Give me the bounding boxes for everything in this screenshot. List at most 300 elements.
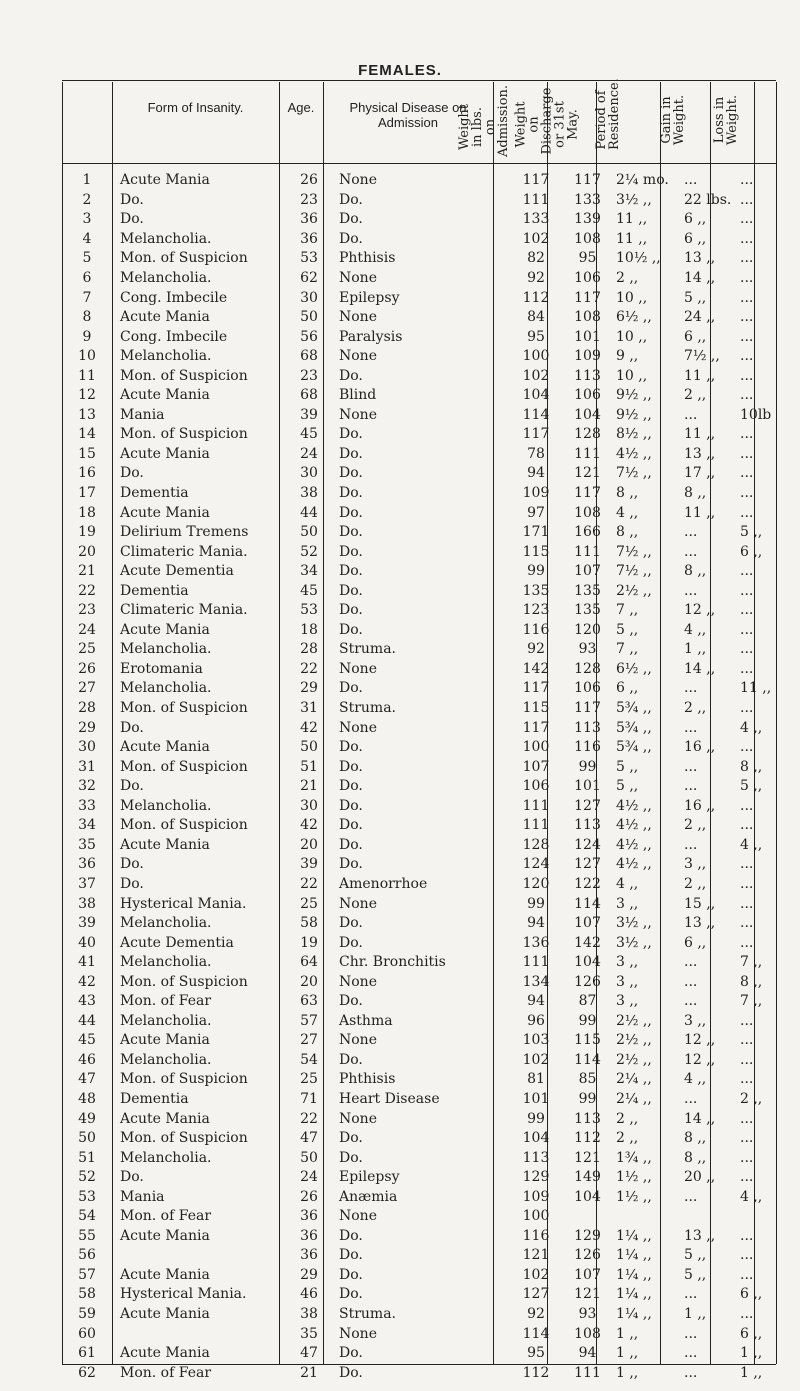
cell-per: 2¼ ,, [616, 1090, 652, 1107]
cell-loss: 7 ,, [740, 993, 763, 1010]
cell-gain: 14 ,, [684, 1110, 716, 1127]
cell-gain: ... [684, 172, 698, 189]
cell-loss: ... [740, 485, 754, 502]
cell-loss: ... [740, 1130, 754, 1147]
cell-loss: ... [740, 250, 754, 267]
cell-dis: None [339, 973, 377, 990]
cell-dis: None [339, 270, 377, 286]
cell-gain: ... [684, 1090, 698, 1107]
cell-age: 26 [300, 172, 318, 189]
cell-n: 17 [78, 485, 96, 502]
cell-n: 15 [78, 445, 96, 462]
table-row [62, 621, 784, 641]
table-row [62, 1148, 784, 1168]
cell-wa: 117 [522, 172, 550, 189]
cell-form: Melancholia. [120, 797, 212, 814]
cell-dis: None [339, 1208, 377, 1225]
cell-wd: 111 [574, 445, 601, 462]
cell-wd: 85 [578, 1071, 597, 1088]
cell-age: 39 [300, 406, 318, 423]
cell-wa: 124 [522, 856, 550, 873]
cell-loss: ... [740, 367, 754, 384]
cell-per: 2½ ,, [616, 1012, 652, 1029]
cell-form: Do. [120, 778, 144, 795]
cell-form: Mon. of Suspicion [120, 700, 248, 717]
cell-per: 10 ,, [616, 328, 648, 345]
cell-per: 5¾ ,, [616, 719, 652, 736]
cell-form: Hysterical Mania. [120, 895, 247, 912]
cell-wa: 102 [522, 230, 550, 247]
cell-loss: ... [740, 1051, 754, 1068]
cell-wd: 104 [574, 1188, 601, 1205]
cell-wd: 133 [574, 191, 601, 208]
cell-dis: Do. [339, 915, 363, 932]
cell-wd: 127 [574, 856, 601, 873]
cell-wd: 111 [574, 543, 601, 560]
cell-age: 27 [300, 1032, 318, 1049]
cell-wa: 100 [522, 348, 550, 365]
cell-wa: 116 [522, 1227, 550, 1244]
cell-dis: Chr. Bronchitis [339, 954, 446, 971]
cell-gain: 12 ,, [684, 1032, 716, 1049]
cell-form: Mon. of Suspicion [120, 1130, 248, 1147]
cell-gain: 1 ,, [684, 1305, 707, 1322]
cell-per: 5 ,, [616, 621, 639, 638]
cell-form: Mon. of Suspicion [120, 250, 248, 267]
cell-dis: Do. [339, 1051, 363, 1068]
cell-form: Acute Mania [120, 739, 210, 756]
cell-loss: 10lb [740, 406, 772, 423]
cell-dis: Asthma [339, 1012, 393, 1029]
cell-per: 3½ ,, [616, 934, 652, 951]
cell-wd: 114 [574, 1051, 601, 1068]
header-loss: Loss in Weight. [712, 94, 740, 146]
cell-age: 19 [300, 934, 318, 951]
cell-wa: 129 [522, 1169, 550, 1186]
cell-wd: 93 [578, 1305, 597, 1322]
cell-n: 39 [78, 915, 96, 932]
table-row [62, 1129, 784, 1149]
cell-dis: Do. [339, 230, 363, 247]
cell-loss: ... [740, 660, 754, 677]
cell-per: 9½ ,, [616, 406, 652, 423]
cell-wd: 149 [574, 1169, 601, 1186]
cell-wd: 106 [574, 387, 601, 404]
cell-gain: 12 ,, [684, 1051, 716, 1068]
cell-per: 3½ ,, [616, 915, 652, 932]
cell-wa: 94 [527, 993, 545, 1010]
cell-age: 46 [300, 1286, 318, 1303]
cell-n: 36 [78, 856, 96, 873]
cell-age: 54 [300, 1051, 318, 1068]
cell-n: 30 [78, 739, 96, 756]
table-row [62, 581, 784, 601]
cell-loss: ... [740, 426, 754, 443]
cell-wd: 135 [574, 602, 601, 619]
cell-wa: 116 [522, 621, 550, 638]
cell-wd: 95 [578, 250, 597, 267]
cell-age: 35 [300, 1325, 318, 1342]
table-row [62, 855, 784, 875]
cell-gain: 6 ,, [684, 211, 707, 228]
cell-age: 47 [300, 1130, 318, 1147]
cell-gain: 8 ,, [684, 1149, 707, 1166]
table-row [62, 1187, 784, 1207]
cell-per: 3½ ,, [616, 191, 652, 208]
cell-age: 57 [300, 1012, 318, 1029]
cell-form: Do. [120, 465, 144, 482]
cell-n: 45 [78, 1032, 96, 1049]
header-weight-discharge: Weight on Discharge or 31st May. [513, 87, 581, 155]
cell-wa: 117 [522, 680, 550, 697]
cell-per: 1 ,, [616, 1345, 639, 1362]
cell-wa: 81 [527, 1071, 545, 1088]
cell-per: 4½ ,, [616, 836, 652, 853]
cell-age: 24 [300, 1169, 318, 1186]
cell-form: Mon. of Fear [120, 1208, 212, 1225]
cell-wd: 126 [574, 973, 601, 990]
cell-form: Acute Mania [120, 504, 210, 521]
cell-wd: 139 [574, 211, 601, 228]
cell-n: 12 [78, 387, 96, 404]
cell-wa: 101 [522, 1090, 550, 1107]
cell-per: 2 ,, [616, 270, 639, 286]
table-row [62, 210, 784, 230]
cell-form: Do. [120, 211, 144, 228]
cell-form: Acute Mania [120, 621, 210, 638]
cell-dis: Do. [339, 485, 363, 502]
cell-per: 2½ ,, [616, 1051, 652, 1068]
cell-n: 49 [78, 1110, 96, 1127]
header-age: Age. [287, 100, 315, 115]
cell-per: 7½ ,, [616, 465, 652, 482]
cell-dis: Epilepsy [339, 1169, 400, 1186]
cell-age: 20 [300, 836, 318, 853]
cell-form: Erotomania [120, 660, 203, 677]
cell-wd: 121 [574, 1149, 601, 1166]
cell-wd: 124 [574, 836, 601, 853]
cell-n: 37 [78, 875, 96, 892]
cell-dis: None [339, 406, 377, 423]
cell-form: Do. [120, 856, 144, 873]
cell-wd: 112 [574, 1130, 601, 1147]
cell-per: 1½ ,, [616, 1188, 652, 1205]
cell-loss: ... [740, 700, 754, 717]
cell-n: 35 [78, 836, 96, 853]
cell-age: 22 [300, 1110, 318, 1127]
table-row [62, 406, 784, 426]
cell-per: 5 ,, [616, 778, 639, 795]
cell-wd: 117 [574, 485, 601, 502]
cell-age: 63 [300, 993, 318, 1010]
cell-n: 53 [78, 1188, 96, 1205]
cell-wa: 84 [527, 309, 545, 326]
cell-wa: 111 [522, 191, 550, 208]
cell-gain: 1 ,, [684, 641, 707, 658]
cell-wa: 92 [527, 270, 545, 286]
table-row [62, 875, 784, 895]
cell-wa: 107 [522, 758, 550, 775]
table-row [62, 542, 784, 562]
cell-form: Cong. Imbecile [120, 289, 228, 306]
table-row [62, 601, 784, 621]
cell-n: 32 [78, 778, 96, 795]
table-row [62, 1070, 784, 1090]
cell-age: 56 [300, 328, 318, 345]
cell-loss: ... [740, 1012, 754, 1029]
table-row [62, 308, 784, 328]
cell-n: 25 [78, 641, 96, 658]
cell-form: Mon. of Suspicion [120, 426, 248, 443]
cell-dis: Do. [339, 1130, 363, 1147]
cell-gain: 11 ,, [684, 504, 716, 521]
cell-wa: 133 [522, 211, 550, 228]
cell-wa: 94 [527, 465, 545, 482]
cell-gain: 14 ,, [684, 270, 716, 286]
cell-age: 53 [300, 602, 318, 619]
cell-gain: ... [684, 1364, 698, 1381]
cell-age: 24 [300, 445, 318, 462]
cell-age: 29 [300, 680, 318, 697]
cell-n: 31 [78, 758, 96, 775]
cell-form: Acute Mania [120, 1032, 210, 1049]
cell-form: Mania [120, 1188, 165, 1205]
cell-wa: 92 [527, 641, 545, 658]
cell-gain: 13 ,, [684, 445, 716, 462]
cell-form: Melancholia. [120, 1051, 212, 1068]
cell-age: 42 [300, 817, 318, 834]
cell-dis: Do. [339, 582, 363, 599]
cell-wa: 111 [522, 954, 550, 971]
cell-wd: 111 [574, 1364, 601, 1381]
table-row [62, 1285, 784, 1305]
cell-wd: 115 [574, 1032, 601, 1049]
cell-gain: 2 ,, [684, 700, 707, 717]
cell-loss: ... [740, 1169, 754, 1186]
cell-age: 36 [300, 1227, 318, 1244]
cell-loss: 4 ,, [740, 836, 763, 853]
table-row [62, 972, 784, 992]
cell-wd: 108 [574, 504, 601, 521]
cell-n: 27 [78, 680, 96, 697]
cell-wd: 122 [574, 875, 601, 892]
cell-loss: 1 ,, [740, 1345, 763, 1362]
cell-gain: ... [684, 406, 698, 423]
table-row [62, 1207, 784, 1227]
cell-form: Melancholia. [120, 348, 212, 365]
cell-age: 22 [300, 660, 318, 677]
cell-form: Acute Mania [120, 172, 210, 189]
cell-loss: 5 ,, [740, 778, 763, 795]
cell-per: 10 ,, [616, 289, 648, 306]
cell-wd: 99 [578, 1090, 597, 1107]
table-row [62, 660, 784, 680]
cell-dis: Epilepsy [339, 289, 400, 306]
table-row [62, 1324, 784, 1344]
cell-dis: Do. [339, 211, 363, 228]
cell-dis: Do. [339, 563, 363, 580]
cell-age: 21 [300, 1364, 318, 1381]
cell-loss: ... [740, 1149, 754, 1166]
cell-gain: 6 ,, [684, 230, 707, 247]
cell-dis: Do. [339, 817, 363, 834]
cell-dis: Anæmia [339, 1188, 398, 1205]
cell-loss: ... [740, 875, 754, 892]
cell-n: 16 [78, 465, 96, 482]
cell-n: 41 [78, 954, 96, 971]
cell-wa: 114 [522, 1325, 550, 1342]
table-row [62, 914, 784, 934]
cell-wa: 100 [522, 1208, 550, 1225]
cell-per: 10 ,, [616, 367, 648, 384]
cell-age: 68 [300, 387, 318, 404]
cell-n: 10 [78, 348, 96, 365]
cell-age: 30 [300, 465, 318, 482]
cell-gain: 13 ,, [684, 1227, 716, 1244]
cell-loss: ... [740, 211, 754, 228]
cell-n: 55 [78, 1227, 96, 1244]
cell-wa: 120 [522, 875, 550, 892]
cell-wd: 117 [574, 289, 601, 306]
cell-gain: ... [684, 1325, 698, 1342]
cell-form: Melancholia. [120, 1012, 212, 1029]
cell-n: 23 [78, 602, 96, 619]
cell-per: 10½ ,, [616, 250, 661, 267]
cell-form: Climateric Mania. [120, 543, 248, 560]
cell-per: 5¾ ,, [616, 700, 652, 717]
cell-loss: ... [740, 1305, 754, 1322]
cell-loss: 2 ,, [740, 1090, 763, 1107]
cell-wd: 99 [578, 1012, 597, 1029]
cell-form: Melancholia. [120, 680, 212, 697]
cell-wd: 120 [574, 621, 601, 638]
cell-dis: Phthisis [339, 250, 396, 267]
cell-dis: None [339, 895, 377, 912]
table-row [62, 679, 784, 699]
cell-wd: 108 [574, 230, 601, 247]
table-row [62, 347, 784, 367]
cell-form: Cong. Imbecile [120, 328, 228, 345]
cell-form: Acute Mania [120, 836, 210, 853]
cell-n: 3 [82, 211, 92, 228]
cell-per: 11 ,, [616, 230, 648, 247]
cell-dis: Struma. [339, 700, 396, 717]
cell-n: 22 [78, 582, 96, 599]
cell-wd: 109 [574, 348, 601, 365]
cell-dis: None [339, 348, 377, 365]
cell-age: 30 [300, 289, 318, 306]
cell-n: 5 [82, 250, 92, 267]
cell-wa: 82 [527, 250, 545, 267]
cell-loss: 4 ,, [740, 1188, 763, 1205]
cell-form: Climateric Mania. [120, 602, 248, 619]
cell-loss: ... [740, 387, 754, 404]
table-row [62, 1051, 784, 1071]
cell-gain: 3 ,, [684, 856, 707, 873]
cell-loss: ... [740, 797, 754, 814]
cell-age: 36 [300, 211, 318, 228]
table-row [62, 464, 784, 484]
cell-loss: ... [740, 621, 754, 638]
cell-age: 38 [300, 485, 318, 502]
cell-wa: 171 [522, 524, 550, 541]
cell-gain: ... [684, 1286, 698, 1303]
cell-loss: ... [740, 1227, 754, 1244]
cell-loss [734, 1207, 784, 1227]
cell-gain: 24 ,, [684, 309, 716, 326]
table-row [62, 191, 784, 211]
cell-form: Melancholia. [120, 270, 212, 286]
table-row [62, 445, 784, 465]
cell-n: 8 [82, 309, 92, 326]
cell-form: Do. [120, 191, 144, 208]
cell-loss: ... [740, 309, 754, 326]
cell-wd: 107 [574, 563, 601, 580]
cell-dis: Do. [339, 621, 363, 638]
cell-dis: Do. [339, 778, 363, 795]
cell-wd: 126 [574, 1247, 601, 1264]
cell-per: 3 ,, [616, 895, 639, 912]
cell-loss: 4 ,, [740, 719, 763, 736]
cell-per: 9 ,, [616, 348, 639, 365]
cell-form: Acute Mania [120, 445, 210, 462]
cell-dis: Blind [339, 387, 377, 404]
cell-loss: ... [740, 1110, 754, 1127]
cell-dis: Paralysis [339, 328, 403, 345]
cell-form: Melancholia. [120, 954, 212, 971]
cell-loss: 5 ,, [740, 524, 763, 541]
cell-wa: 112 [522, 289, 550, 306]
table-row [62, 503, 784, 523]
cell-per: 8 ,, [616, 485, 639, 502]
cell-n: 40 [78, 934, 96, 951]
cell-form: Hysterical Mania. [120, 1286, 247, 1303]
cell-wd: 108 [574, 1325, 601, 1342]
cell-dis: None [339, 1110, 377, 1127]
cell-dis: Do. [339, 1149, 363, 1166]
cell-per: 1¼ ,, [616, 1286, 652, 1303]
table-row [62, 523, 784, 543]
cell-form: Mon. of Suspicion [120, 817, 248, 834]
cell-wd: 121 [574, 465, 601, 482]
cell-n: 62 [78, 1364, 96, 1381]
table-row [62, 288, 784, 308]
cell-gain: ... [684, 719, 698, 736]
cell-wa: 78 [527, 445, 545, 462]
table-row [62, 992, 784, 1012]
cell-per: 11 ,, [616, 211, 648, 228]
cell-per [612, 1207, 680, 1227]
cell-form: Dementia [120, 582, 189, 599]
cell-form: Acute Mania [120, 1305, 210, 1322]
table-row [62, 1012, 784, 1032]
cell-n: 9 [82, 328, 92, 345]
cell-per: 7½ ,, [616, 563, 652, 580]
cell-wd: 106 [574, 270, 601, 286]
cell-dis: Do. [339, 797, 363, 814]
table-row [62, 562, 784, 582]
cell-dis: None [339, 1325, 377, 1342]
cell-per: 8½ ,, [616, 426, 652, 443]
cell-age: 50 [300, 739, 318, 756]
table-row [62, 640, 784, 660]
cell-wd: 166 [574, 524, 601, 541]
cell-dis: Do. [339, 1364, 363, 1381]
cell-dis: Heart Disease [339, 1090, 440, 1107]
cell-wa: 115 [522, 543, 550, 560]
cell-age: 30 [300, 797, 318, 814]
cell-wa: 128 [522, 836, 550, 853]
